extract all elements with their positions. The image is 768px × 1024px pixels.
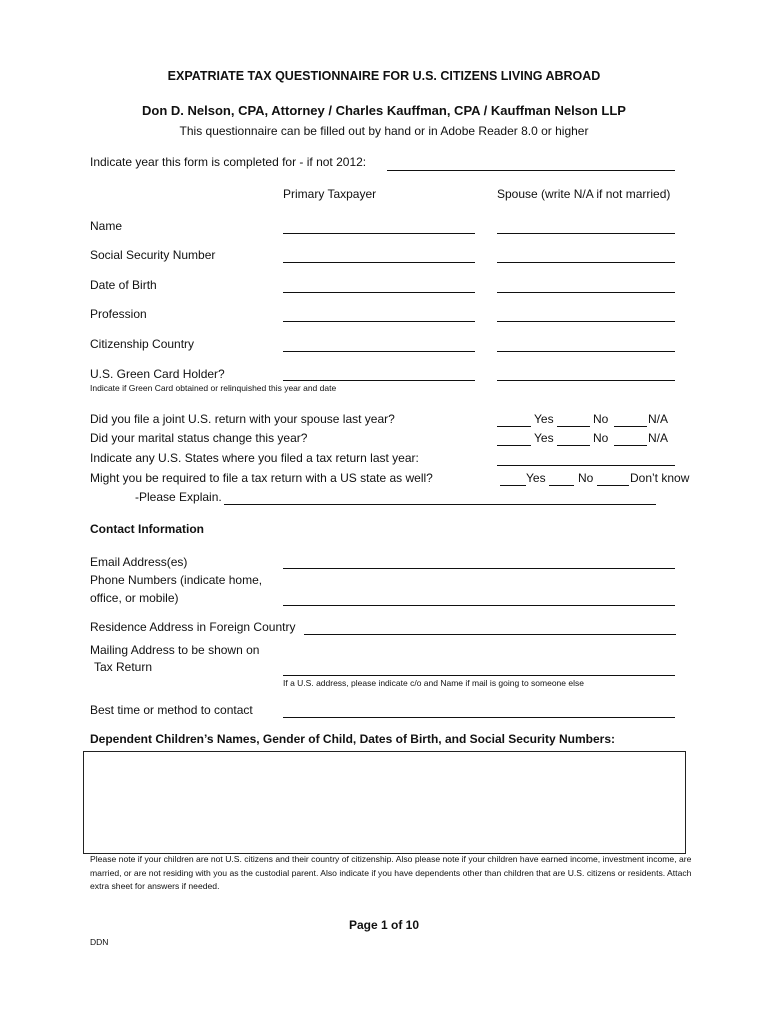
residence-field[interactable]: [304, 634, 676, 635]
state-yes-label: Yes: [526, 471, 546, 485]
dependents-textarea[interactable]: [83, 751, 686, 854]
best-time-label: Best time or method to contact: [90, 703, 253, 717]
marital-na-label: N/A: [648, 431, 669, 445]
marital-status-question: Did your marital status change this year?: [90, 431, 308, 445]
best-time-field[interactable]: [283, 717, 675, 718]
mailing-label-line2: Tax Return: [94, 660, 153, 674]
residence-label: Residence Address in Foreign Country: [90, 620, 296, 634]
phone-label-line2: office, or mobile): [90, 591, 179, 605]
mailing-label-line1: Mailing Address to be shown on: [90, 643, 260, 657]
form-title: EXPATRIATE TAX QUESTIONNAIRE FOR U.S. CITIZENS LIVING ABROAD: [167, 69, 601, 83]
marital-yes-label: Yes: [534, 431, 554, 445]
marital-no-label: No: [593, 431, 609, 445]
citizenship-primary-field[interactable]: [283, 351, 475, 352]
explain-field[interactable]: [224, 504, 656, 505]
footer-initials: DDN: [90, 937, 109, 947]
year-label: Indicate year this form is completed for - if not 2012:: [90, 155, 367, 169]
form-instructions: This questionnaire can be filled out by hand or in Adobe Reader 8.0 or higher: [179, 124, 589, 138]
citizenship-label: Citizenship Country: [90, 337, 195, 351]
spouse-header: Spouse (write N/A if not married): [497, 187, 671, 201]
mailing-field[interactable]: [283, 675, 675, 676]
name-label: Name: [90, 219, 123, 233]
joint-return-question: Did you file a joint U.S. return with your spouse last year?: [90, 412, 395, 426]
joint-na-blank[interactable]: [614, 426, 647, 427]
ssn-label: Social Security Number: [90, 248, 216, 262]
explain-label: -Please Explain.: [135, 490, 222, 504]
page-number: Page 1 of 10: [348, 918, 420, 932]
state-no-blank[interactable]: [549, 485, 574, 486]
state-yes-blank[interactable]: [500, 485, 526, 486]
primary-taxpayer-header: Primary Taxpayer: [283, 187, 377, 201]
name-primary-field[interactable]: [283, 233, 475, 234]
state-return-question: Might you be required to file a tax return with a US state as well?: [90, 471, 433, 485]
state-no-label: No: [578, 471, 594, 485]
green-card-primary-field[interactable]: [283, 380, 475, 381]
ssn-spouse-field[interactable]: [497, 262, 675, 263]
citizenship-spouse-field[interactable]: [497, 351, 675, 352]
dob-spouse-field[interactable]: [497, 292, 675, 293]
contact-heading: Contact Information: [90, 522, 204, 536]
dependents-note: Please note if your children are not U.S. citizens and their country of citizenship. Also please note if your children have earned income, investment income, are married, or are not residing with you as the custodial parent. Also indicate if you have dependents other than children that are U.S. citizens or residents. Attach extra sheet for answers if needed.: [90, 854, 692, 891]
phone-label-line1: Phone Numbers (indicate home,: [90, 573, 263, 587]
ssn-primary-field[interactable]: [283, 262, 475, 263]
state-dontknow-blank[interactable]: [597, 485, 629, 486]
joint-no-blank[interactable]: [557, 426, 590, 427]
state-dontknow-label: Don’t know: [630, 471, 690, 485]
marital-na-blank[interactable]: [614, 445, 647, 446]
marital-no-blank[interactable]: [557, 445, 590, 446]
profession-primary-field[interactable]: [283, 321, 475, 322]
mailing-note: If a U.S. address, please indicate c/o and Name if mail is going to someone else: [283, 678, 584, 688]
profession-spouse-field[interactable]: [497, 321, 675, 322]
green-card-note: Indicate if Green Card obtained or relinquished this year and date: [90, 383, 337, 393]
joint-yes-blank[interactable]: [497, 426, 531, 427]
email-field[interactable]: [283, 568, 675, 569]
joint-na-label: N/A: [648, 412, 669, 426]
green-card-spouse-field[interactable]: [497, 380, 675, 381]
joint-yes-label: Yes: [534, 412, 554, 426]
marital-yes-blank[interactable]: [497, 445, 531, 446]
dob-primary-field[interactable]: [283, 292, 475, 293]
joint-no-label: No: [593, 412, 609, 426]
dob-label: Date of Birth: [90, 278, 157, 292]
green-card-label: U.S. Green Card Holder?: [90, 367, 225, 381]
states-filed-field[interactable]: [497, 465, 675, 466]
firm-name: Don D. Nelson, CPA, Attorney / Charles Kauffman, CPA / Kauffman Nelson LLP: [142, 103, 626, 118]
states-filed-question: Indicate any U.S. States where you filed a tax return last year:: [90, 451, 419, 465]
profession-label: Profession: [90, 307, 147, 321]
phone-field[interactable]: [283, 605, 675, 606]
dependents-heading: Dependent Children’s Names, Gender of Child, Dates of Birth, and Social Security Numbers:: [90, 732, 615, 746]
email-label: Email Address(es): [90, 555, 188, 569]
year-input-line[interactable]: [387, 170, 675, 171]
name-spouse-field[interactable]: [497, 233, 675, 234]
